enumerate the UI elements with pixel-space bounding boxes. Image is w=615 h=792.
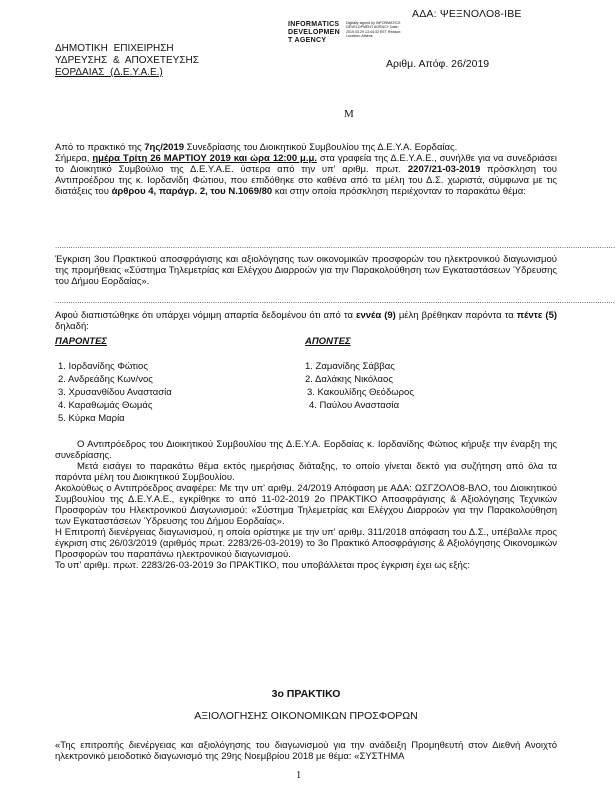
present-heading: ΠΑΡΟΝΤΕΣ <box>55 336 108 347</box>
proceedings-paragraph: Το υπ' αριθμ. πρωτ. 2283/26-03-2019 3ο ΠΡΑΚΤΙΚΟ, που υποβάλλεται προς έγκριση έχει ως εξής: <box>55 560 471 571</box>
list-item: 4. Παύλου Αναστασία <box>309 400 400 411</box>
list-item: 3. Κακουλίδης Θεόδωρος <box>307 387 414 398</box>
intro-paragraph: Από το πρακτικό της 7ης/2019 Συνεδρίασης του Διοικητικού Συμβουλίου της Δ.Ε.Υ.Α. Εορδαίας. <box>55 142 458 153</box>
signature-stamp-line: DEVELOPMEN <box>288 29 341 36</box>
quorum-paragraph: Αφού διαπιστώθηκε ότι υπάρχει νόμιμη απαρτία δεδομένου ότι από τα εννέα (9) μέλη βρέθηκαν παρόντα τα πέντε (5) δηλαδή: <box>55 310 558 332</box>
proceedings-paragraph: Ακολούθως ο Αντιπρόεδρος αναφέρει: Με την υπ' αριθμ. 24/2019 Απόφαση με ΑΔΑ: ΩΣΓΖΟΛΟ8-ΒΛΟ, του Διοικητικού Συμβουλίου της Δ.Ε.Υ.Α.Ε., εγκρίθηκε το από 11-02-2019 2ο ΠΡΑΚΤΙΚΟ Αποσφράγισης & Αξιολόγησης Τεχνικών Προσφορών του Ηλεκτρονικού Διαγωνισμού: «Σύστημα Τηλεμετρίας και Ελέγχου Διαρροών για την Παρακολούθηση των Εγκαταστάσεων Ύδρευσης του Δήμου Εορδαίας». <box>55 483 557 527</box>
signature-stamp-line: INFORMATICS <box>288 21 340 28</box>
list-item: 1. Ιορδανίδης Φώτιος <box>58 361 148 372</box>
practice-quote: «Της επιτροπής διενέργειας και αξιολόγησης του διαγωνισμού για την ανάδειξη Προμηθευτή στον Διεθνή Ανοιχτό ηλεκτρονικό μειοδοτικό διαγωνισμό της 29ης Νοεμβρίου 2018 με θέμα: «ΣΥΣΤΗΜΑ <box>55 740 557 762</box>
present-list <box>58 360 288 425</box>
list-item: 3. Χρυσανθίδου Αναστασία <box>58 387 172 398</box>
org-line: ΔΗΜΟΤΙΚΗ ΕΠΙΧΕΙΡΗΣΗ <box>55 43 174 54</box>
absent-list <box>305 360 555 412</box>
signature-stamp-line: T AGENCY <box>288 37 327 44</box>
organization-block <box>55 43 199 79</box>
proceedings-paragraph: Η Επιτροπή διενέργειας διαγωνισμού, η οποία ορίστηκε με την υπ' αριθμ. 311/2018 απόφαση του Δ.Σ., υπέβαλλε προς έγκριση στις 26/03/2019 (αριθμός πρωτ. 2283/26-03-2019) το 3ο Πρακτικό Αποσφράγισης & Αξιολόγησης Οικονομικών Προσφορών του παραπάνω ηλεκτρονικού διαγωνισμού. <box>55 527 557 560</box>
proceedings-paragraph: Μετά εισάγει το παρακάτω θέμα εκτός ημερήσιας διάταξης, το οποίο γίνεται δεκτό για συζήτηση από όλα τα παρόντα μέλη του Διοικητικού Συμβουλίου. <box>55 461 557 483</box>
absent-heading: ΑΠΟΝΤΕΣ <box>305 336 351 347</box>
practice-title: 3ο ΠΡΑΚΤΙΚΟ <box>271 688 341 700</box>
list-item: 4. Καραθωμάς Θωμάς <box>58 400 153 411</box>
proceedings-paragraph: Ο Αντιπρόεδρος του Διοικητικού Συμβουλίου της Δ.Ε.Υ.Α. Εορδαίας κ. Ιορδανίδης Φώτιος κήρυξε την έναρξη της συνεδρίασης. <box>55 439 557 461</box>
org-line: ΕΟΡΔΑΙΑΣ (Δ.Ε.Υ.Α.Ε.) <box>55 67 163 78</box>
meeting-paragraph: Σήμερα, ημέρα Τρίτη 26 ΜΑΡΤΙΟΥ 2019 και ώρα 12:00 μ.μ. στα γραφεία της Δ.Ε.Υ.Α.Ε., συνήλθε για να συνεδριάσει το Διοικητικό Συμβούλιο της Δ.Ε.Υ.Α.Ε. ύστερα από την υπ' αριθμ. πρωτ. 2207/21-03-2019 πρόσκληση του Αντιπροέδρου της κ. Ιορδανίδη Φώτιου, που επιδόθηκε στο καθένα από τα μέλη του Δ.Σ. χωριστά, σύμφωνα με τις διατάξεις του άρθρου 4, παράγρ. 2, του Ν.1069/80 και στην οποία πρόσκληση περιέχονταν το παρακάτω θέμα: <box>55 153 558 197</box>
list-item: 1. Ζαμανίδης Σάββας <box>305 361 395 372</box>
practice-subtitle: ΑΞΙΟΛΟΓΗΣΗΣ ΟΙΚΟΝΟΜΙΚΩΝ ΠΡΟΣΦΟΡΩΝ <box>194 710 418 722</box>
signature-stamp-details: Digitally signed by INFORMATICS DEVELOPMENT AGENCY Date: 2019.03.29 13:44:32 EET Reason: Location: Athens <box>346 21 402 39</box>
ada-code: ΑΔΑ: ΨΕΞΝΟΛΟ8-ΙΒΕ <box>412 8 522 20</box>
list-item: 2. Δαλάκης Νικόλαος <box>305 374 393 385</box>
decision-number: Αριθμ. Απόφ. 26/2019 <box>386 58 490 70</box>
list-item: 2. Ανδρεάδης Κων/νος <box>58 374 153 385</box>
margin-mark: Μ <box>344 108 354 120</box>
intro-section <box>55 142 557 197</box>
dotted-divider: ............................................................................................................................................................................................................................................................ <box>55 241 615 250</box>
dotted-divider: ............................................................................................................................................................................................................................................................ <box>55 296 615 305</box>
list-item: 5. Κύρκα Μαρία <box>58 413 125 424</box>
org-line: ΥΔΡΕΥΣΗΣ & ΑΠΟΧΕΤΕΥΣΗΣ <box>55 55 199 66</box>
subject-paragraph: Έγκριση 3ου Πρακτικού αποσφράγισης και αξιολόγησης των οικονομικών προσφορών του ηλεκτρονικού διαγωνισμού της προμήθειας «Σύστημα Τηλεμετρίας και Ελέγχου Διαρροών για την Παρακολούθηση των Εγκαταστάσεων Ύδρευσης του Δήμου Εορδαίας». <box>55 254 557 287</box>
page-number: 1 <box>296 770 302 781</box>
proceedings-section <box>55 439 557 571</box>
